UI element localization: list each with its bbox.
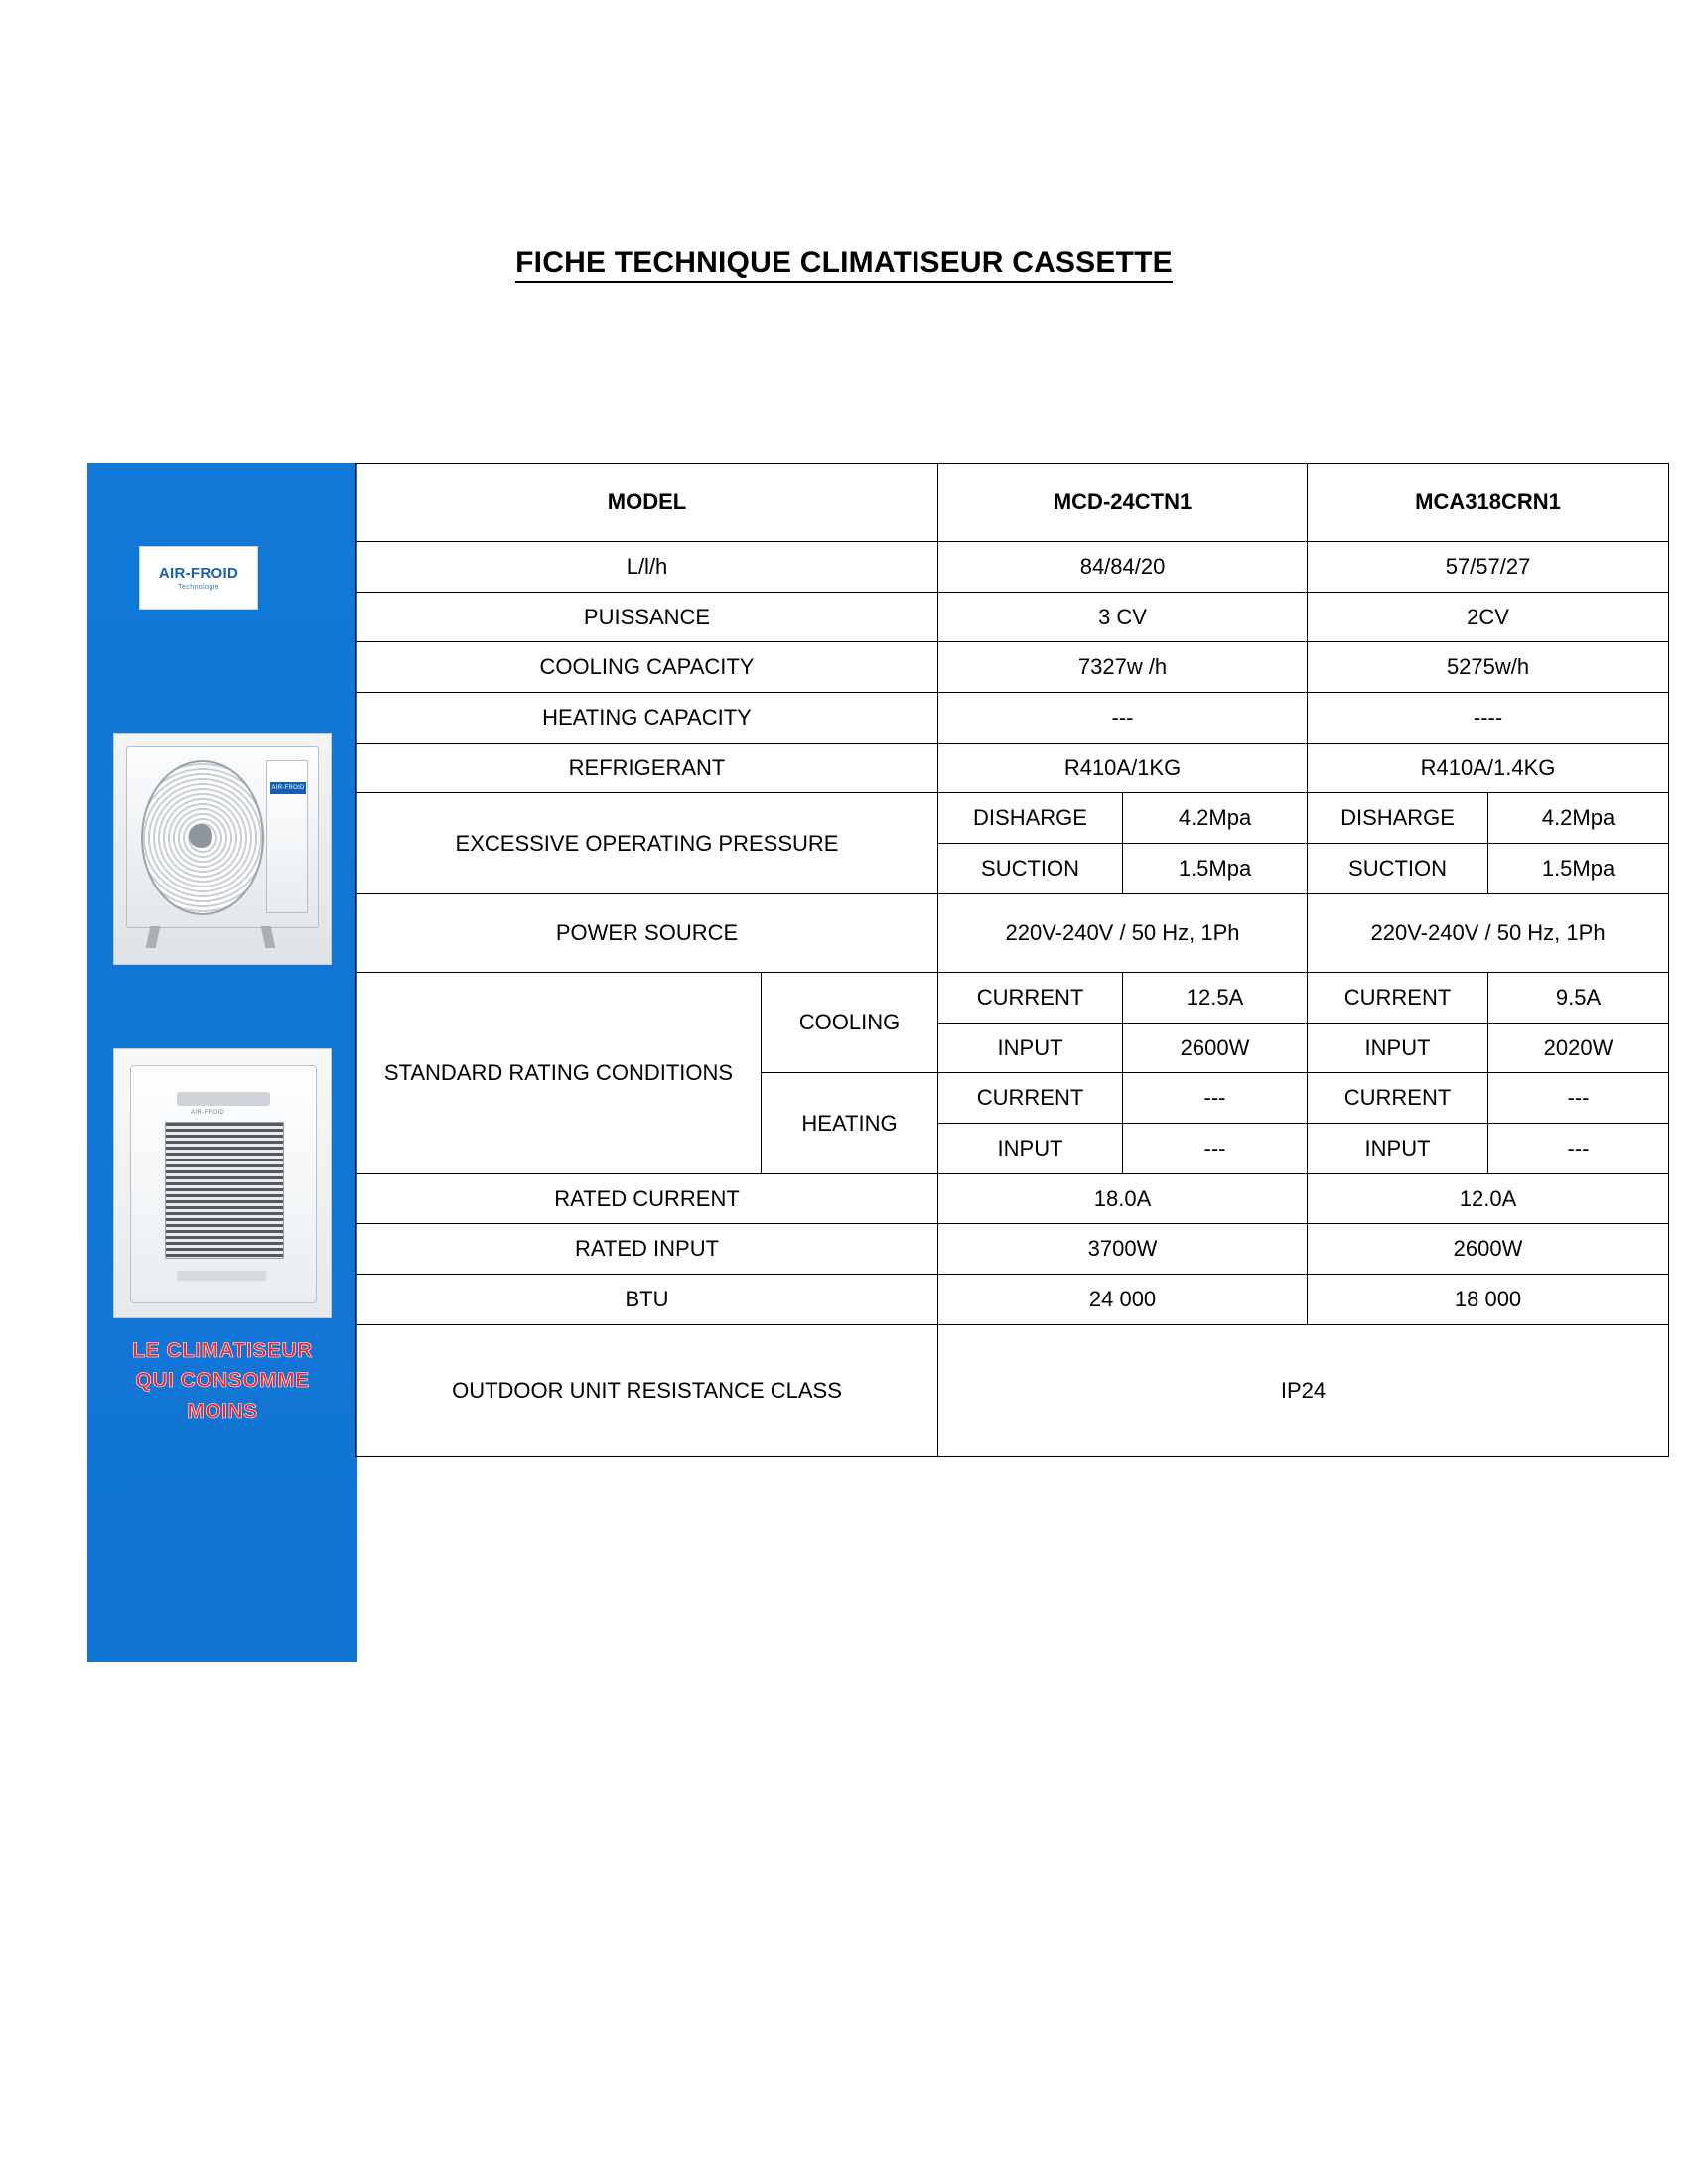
standard-rating-cooling-label: COOLING — [762, 972, 938, 1072]
pressure-discharge-label-2: DISHARGE — [1308, 793, 1488, 844]
row-value1-rated-input: 3700W — [938, 1224, 1308, 1275]
brand-logo — [139, 546, 258, 610]
row-value2-btu: 18 000 — [1308, 1274, 1669, 1324]
cassette-unit-photo — [113, 1048, 332, 1318]
outdoor-unit-brand-badge: AIR-FROID — [270, 782, 306, 794]
pressure-discharge-label-1: DISHARGE — [938, 793, 1123, 844]
outdoor-unit-fan-hub — [189, 824, 212, 848]
pressure-suction-label-1: SUCTION — [938, 844, 1123, 894]
cooling-current-value-2: 9.5A — [1488, 972, 1669, 1023]
row-value1-btu: 24 000 — [938, 1274, 1308, 1324]
row-label-standard-rating: STANDARD RATING CONDITIONS — [356, 972, 762, 1173]
row-label-power-source: POWER SOURCE — [356, 893, 938, 972]
row-label-heating-capacity: HEATING CAPACITY — [356, 693, 938, 744]
brand-banner — [87, 463, 357, 1662]
heating-current-value-1: --- — [1123, 1073, 1308, 1124]
row-label-resistance-class: OUTDOOR UNIT RESISTANCE CLASS — [356, 1324, 938, 1456]
row-label-refrigerant: REFRIGERANT — [356, 743, 938, 793]
header-label-cell: MODEL — [356, 464, 938, 542]
table-row-puissance — [356, 592, 1669, 642]
brand-logo-tagline: Technologie — [178, 584, 219, 591]
table-row-rated-current — [356, 1173, 1669, 1224]
table-row-btu — [356, 1274, 1669, 1324]
page-title-text: FICHE TECHNIQUE CLIMATISEUR CASSETTE — [515, 246, 1173, 283]
row-label-cooling-capacity: COOLING CAPACITY — [356, 642, 938, 693]
table-row-dimensions — [356, 542, 1669, 593]
cassette-unit-top-vent — [177, 1092, 270, 1106]
outdoor-unit-foot-left — [146, 926, 161, 948]
pressure-suction-label-2: SUCTION — [1308, 844, 1488, 894]
brand-slogan-line-1: LE CLIMATISEUR — [132, 1339, 313, 1362]
heating-input-label-2: INPUT — [1308, 1123, 1488, 1173]
cassette-unit-brand-label: AIR-FROID — [191, 1110, 225, 1116]
cooling-current-label-1: CURRENT — [938, 972, 1123, 1023]
cooling-input-value-2: 2020W — [1488, 1023, 1669, 1073]
heating-current-value-2: --- — [1488, 1073, 1669, 1124]
row-value1-heating-capacity: --- — [938, 693, 1308, 744]
heating-input-value-1: --- — [1123, 1123, 1308, 1173]
cooling-input-value-1: 2600W — [1123, 1023, 1308, 1073]
row-value1-power-source: 220V-240V / 50 Hz, 1Ph — [938, 893, 1308, 972]
header-model-2-cell: MCA318CRN1 — [1308, 464, 1669, 542]
outdoor-unit-body — [126, 746, 319, 928]
row-value1-refrigerant: R410A/1KG — [938, 743, 1308, 793]
brand-slogan-line-2: QUI CONSOMME — [135, 1369, 310, 1393]
row-value2-rated-input: 2600W — [1308, 1224, 1669, 1275]
row-label-rated-current: RATED CURRENT — [356, 1173, 938, 1224]
brand-slogan-line-3: MOINS — [187, 1399, 258, 1423]
standard-rating-heating-label: HEATING — [762, 1073, 938, 1173]
row-value2-power-source: 220V-240V / 50 Hz, 1Ph — [1308, 893, 1669, 972]
row-value2-refrigerant: R410A/1.4KG — [1308, 743, 1669, 793]
pressure-discharge-value-1: 4.2Mpa — [1123, 793, 1308, 844]
pressure-discharge-value-2: 4.2Mpa — [1488, 793, 1669, 844]
outdoor-unit-foot-right — [261, 926, 276, 948]
pressure-suction-value-1: 1.5Mpa — [1123, 844, 1308, 894]
table-row-resistance-class — [356, 1324, 1669, 1456]
row-value1-cooling-capacity: 7327w /h — [938, 642, 1308, 693]
table-row-power-source — [356, 893, 1669, 972]
row-label-rated-input: RATED INPUT — [356, 1224, 938, 1275]
row-label-puissance: PUISSANCE — [356, 592, 938, 642]
table-row-refrigerant — [356, 743, 1669, 793]
header-model-1-cell: MCD-24CTN1 — [938, 464, 1308, 542]
cassette-unit-body — [130, 1065, 317, 1303]
row-value2-heating-capacity: ---- — [1308, 693, 1669, 744]
row-value2-dimensions: 57/57/27 — [1308, 542, 1669, 593]
cooling-input-label-2: INPUT — [1308, 1023, 1488, 1073]
heating-input-value-2: --- — [1488, 1123, 1669, 1173]
row-label-dimensions: L/l/h — [356, 542, 938, 593]
row-value1-puissance: 3 CV — [938, 592, 1308, 642]
table-row-cooling-capacity — [356, 642, 1669, 693]
pressure-suction-value-2: 1.5Mpa — [1488, 844, 1669, 894]
cooling-input-label-1: INPUT — [938, 1023, 1123, 1073]
row-label-pressure: EXCESSIVE OPERATING PRESSURE — [356, 793, 938, 893]
brand-logo-name: AIR-FROID — [158, 565, 239, 582]
heating-current-label-1: CURRENT — [938, 1073, 1123, 1124]
row-value-resistance-class: IP24 — [938, 1324, 1669, 1456]
page-title — [0, 246, 1688, 280]
row-value1-rated-current: 18.0A — [938, 1173, 1308, 1224]
cassette-unit-bottom-vent — [177, 1271, 266, 1281]
row-label-btu: BTU — [356, 1274, 938, 1324]
heating-input-label-1: INPUT — [938, 1123, 1123, 1173]
row-value2-rated-current: 12.0A — [1308, 1173, 1669, 1224]
table-row-header — [356, 464, 1669, 542]
cassette-unit-louvers — [165, 1122, 284, 1259]
row-value2-cooling-capacity: 5275w/h — [1308, 642, 1669, 693]
brand-slogan — [87, 1336, 357, 1427]
row-value1-dimensions: 84/84/20 — [938, 542, 1308, 593]
heating-current-label-2: CURRENT — [1308, 1073, 1488, 1124]
table-row-cooling-current — [356, 972, 1669, 1023]
table-row-pressure-discharge — [356, 793, 1669, 844]
outdoor-unit-photo — [113, 733, 332, 965]
cooling-current-label-2: CURRENT — [1308, 972, 1488, 1023]
table-row-rated-input — [356, 1224, 1669, 1275]
table-row-heating-capacity — [356, 693, 1669, 744]
cooling-current-value-1: 12.5A — [1123, 972, 1308, 1023]
row-value2-puissance: 2CV — [1308, 592, 1669, 642]
specification-table — [355, 463, 1669, 1457]
